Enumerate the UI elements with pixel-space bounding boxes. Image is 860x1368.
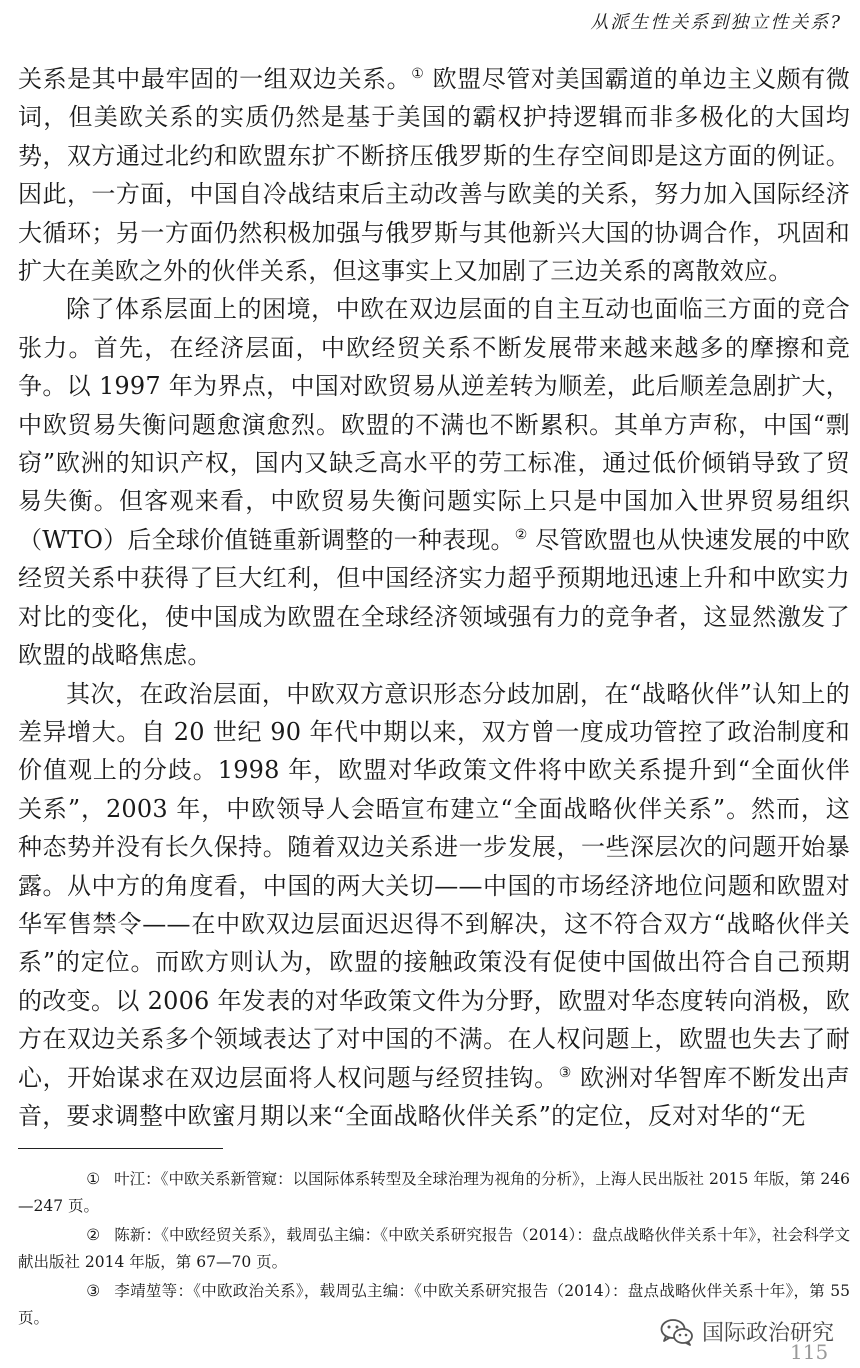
running-header: 从派生性关系到独立性关系?: [590, 12, 842, 33]
wechat-icon: [660, 1318, 694, 1346]
footnote-ref-1[interactable]: ①: [411, 66, 425, 82]
paragraph-2: 除了体系层面上的困境，中欧在双边层面的自主互动也面临三方面的竞合张力。首先，在经济层面，中欧经贸关系不断发展带来越来越多的摩擦和竞争。以 1997 年为界点，中国对欧贸易从逆差转为顺差，此后顺差急剧扩大，中欧贸易失衡问题愈演愈烈。欧盟的不满也不断累积。其单方声称，中国“剽窃”欧洲的知识产权，国内又缺乏高水平的劳工标准，通过低价倾销导致了贸易失衡。但客观来看，中欧贸易失衡问题实际上只是中国加入世界贸易组织（WTO）后全球价值链重新调整的一种表现。② 尽管欧盟也从快速发展的中欧经贸关系中获得了巨大红利，但中国经济实力超乎预期地迅速上升和中欧实力对比的变化，使中国成为欧盟在全球经济领域强有力的竞争者，这显然激发了欧盟的战略焦虑。: [18, 295, 850, 670]
footnote-mark: ①: [86, 1170, 101, 1188]
footnote-mark: ②: [86, 1226, 101, 1244]
watermark-label: 国际政治研究: [702, 1321, 835, 1346]
footnote-2: [18, 1222, 850, 1276]
footnote-1: [18, 1166, 850, 1220]
footnote-text: 陈新：《中欧经贸关系》，载周弘主编：《中欧关系研究报告（2014）：盘点战略伙伴关系十年》，社会科学文献出版社 2014 年版，第 67—70 页。: [18, 1226, 850, 1271]
footnote-ref-3[interactable]: ③: [558, 1064, 572, 1081]
footnote-text: 李靖堃等：《中欧政治关系》，载周弘主编：《中欧关系研究报告（2014）：盘点战略伙伴关系十年》，第 55 页。: [18, 1282, 850, 1327]
footnotes: [18, 1166, 850, 1334]
footnote-divider: [18, 1148, 223, 1149]
page-number: 115: [790, 1340, 829, 1364]
paragraph-3: 其次，在政治层面，中欧双方意识形态分歧加剧，在“战略伙伴”认知上的差异增大。自 20 世纪 90 年代中期以来，双方曾一度成功管控了政治制度和价值观上的分歧。1998 年，欧盟对华政策文件将中欧关系提升到“全面伙伴关系”，2003 年，中欧领导人会晤宣布建立“全面战略伙伴关系”。然而，这种态势并没有长久保持。随着双边关系进一步发展，一些深层次的问题开始暴露。从中方的角度看，中国的两大关切——中国的市场经济地位问题和欧盟对华军售禁令——在中欧双边层面迟迟得不到解决，这不符合双方“战略伙伴关系”的定位。而欧方则认为，欧盟的接触政策没有促使中国做出符合自己预期的改变。以 2006 年发表的对华政策文件为分野，欧盟对华态度转向消极，欧方在双边关系多个领域表达了对中国的不满。在人权问题上，欧盟也失去了耐心，开始谋求在双边层面将人权问题与经贸挂钩。③ 欧洲对华智库不断发出声音，要求调整中欧蜜月期以来“全面战略伙伴关系”的定位，反对对华的“无: [18, 679, 850, 1130]
body-text: [18, 60, 850, 1135]
footnote-ref-2[interactable]: ②: [514, 526, 528, 543]
footnote-text: 叶江：《中欧关系新管窥：以国际体系转型及全球治理为视角的分析》，上海人民出版社 2015 年版，第 246—247 页。: [18, 1170, 850, 1215]
footnote-mark: ③: [86, 1282, 101, 1300]
paragraph-1: 关系是其中最牢固的一组双边关系。① 欧盟尽管对美国霸道的单边主义颇有微词，但美欧关系的实质仍然是基于美国的霸权护持逻辑而非多极化的大国均势，双方通过北约和欧盟东扩不断挤压俄罗斯的生存空间即是这方面的例证。因此，一方面，中国自冷战结束后主动改善与欧美的关系，努力加入国际经济大循环；另一方面仍然积极加强与俄罗斯与其他新兴大国的协调合作，巩固和扩大在美欧之外的伙伴关系，但这事实上又加剧了三边关系的离散效应。: [18, 65, 851, 286]
